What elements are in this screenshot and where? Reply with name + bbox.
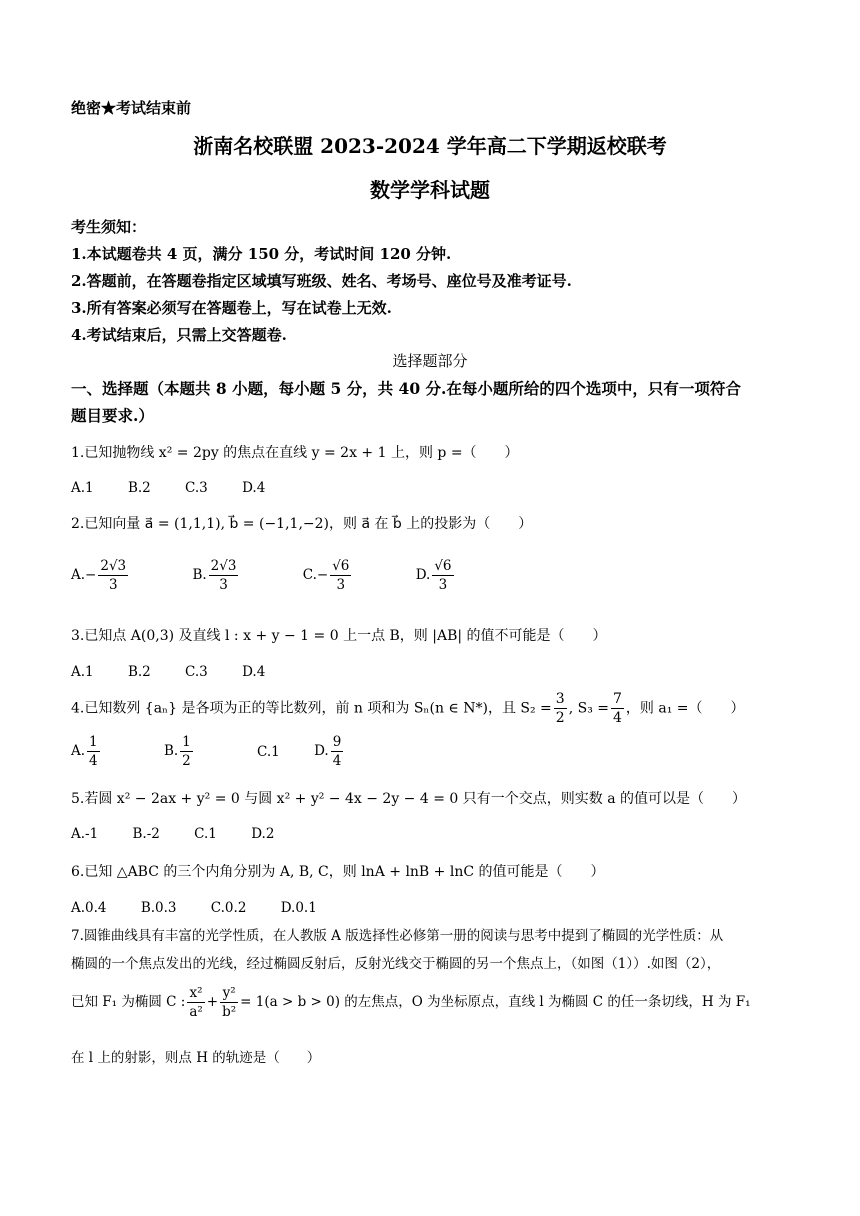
- option: C.1: [194, 826, 217, 842]
- option-b: B. $\frac{2√3}{3}$: [192, 558, 237, 593]
- question-1-options: [71, 480, 295, 496]
- notice-item: 3.所有答案必须写在答题卷上，写在试卷上无效.: [71, 299, 392, 317]
- question-6-options: [71, 900, 347, 916]
- question-2-options: [71, 557, 514, 594]
- subject-title: 数学学科试题: [370, 178, 490, 202]
- option: B.-2: [132, 826, 160, 842]
- option: B.2: [127, 664, 151, 680]
- option: D.0.1: [280, 900, 317, 916]
- option-a: A. $\frac{1}{4}$: [71, 734, 98, 769]
- question-7-line3: 已知 F₁ 为椭圆 C : $\frac{\text{x²}}{\text{a²}}$ + $\frac{\text{y²}}{\text{b²}}$ = 1(a > b > 0) 的左焦点，O 为坐标原点，直线 l 为椭圆 C 的任一条切线，H 为 F₁: [71, 985, 751, 1020]
- confidential-mark: 绝密★考试结束前: [71, 99, 192, 117]
- notice-item: 1.本试题卷共 4 页，满分 150 分，考试时间 120 分钟.: [71, 245, 452, 263]
- question-2: 2.已知向量 a⃗ = (1,1,1), b⃗ = (−1,1,−2)，则 a⃗ 在 b⃗ 上的投影为（ ）: [71, 516, 533, 532]
- option: D.4: [242, 664, 266, 680]
- part-heading: 一、选择题（本题共 8 小题，每小题 5 分，共 40 分.在每小题所给的四个选项中，只有一项符合: [71, 379, 741, 398]
- part-heading-cont: 题目要求.）: [71, 406, 154, 425]
- option: B.0.3: [140, 900, 177, 916]
- option: A.-1: [71, 826, 99, 842]
- option: A.1: [71, 480, 94, 496]
- question-3: 3.已知点 A(0,3) 及直线 l : x + y − 1 = 0 上一点 B，则 |AB| 的值不可能是（ ）: [71, 628, 607, 644]
- question-1: 1.已知抛物线 x² = 2py 的焦点在直线 y = 2x + 1 上，则 p =（ ）: [71, 445, 519, 461]
- option: B.2: [127, 480, 151, 496]
- option-c: C.1: [257, 743, 280, 760]
- section-heading: 选择题部分: [392, 352, 468, 370]
- question-5-options: [71, 826, 304, 842]
- option: D.4: [242, 480, 266, 496]
- question-7-line1: 7.圆锥曲线具有丰富的光学性质，在人教版 A 版选择性必修第一册的阅读与思考中提到了椭圆的光学性质：从: [71, 928, 724, 944]
- question-4: 4.已知数列 {aₙ} 是各项为正的等比数列，前 n 项和为 Sₙ(n ∈ N*)，且 S₂ = $\frac{3}{2}$ , S₃ = $\frac{7}{4}$ ，则 a₁ =（ ）: [71, 691, 745, 726]
- question-7-line2: 椭圆的一个焦点发出的光线，经过椭圆反射后，反射光线交于椭圆的另一个焦点上，（如图（1））.如图（2），: [71, 956, 721, 972]
- option: A.0.4: [71, 900, 107, 916]
- notice-heading: 考生须知：: [71, 218, 147, 236]
- notice-item: 2.答题前，在答题卷指定区域填写班级、姓名、考场号、座位号及准考证号.: [71, 272, 572, 290]
- option-b: B. $\frac{1}{2}$: [163, 734, 191, 769]
- option-c: C.− $\frac{√6}{3}$: [302, 558, 350, 593]
- option-d: D. $\frac{9}{4}$: [314, 734, 342, 769]
- option: C.3: [185, 480, 208, 496]
- option-a: A.− $\frac{2√3}{3}$: [71, 558, 127, 593]
- option-d: D. $\frac{√6}{3}$: [415, 558, 452, 593]
- notice-item: 4.考试结束后，只需上交答题卷.: [71, 326, 287, 344]
- option: C.3: [185, 664, 208, 680]
- option: A.1: [71, 664, 94, 680]
- question-5: 5.若圆 x² − 2ax + y² = 0 与圆 x² + y² − 4x − 2y − 4 = 0 只有一个交点，则实数 a 的值可以是（ ）: [71, 791, 746, 807]
- question-6: 6.已知 △ABC 的三个内角分别为 A, B, C，则 lnA + lnB + lnC 的值可能是（ ）: [71, 864, 605, 880]
- exam-title: 浙南名校联盟 2023-2024 学年高二下学期返校联考: [193, 134, 667, 158]
- question-7-line4: 在 l 上的射影，则点 H 的轨迹是（ ）: [71, 1050, 321, 1066]
- question-4-options: [71, 733, 403, 770]
- question-3-options: [71, 664, 295, 680]
- option: C.0.2: [210, 900, 247, 916]
- option: D.2: [251, 826, 275, 842]
